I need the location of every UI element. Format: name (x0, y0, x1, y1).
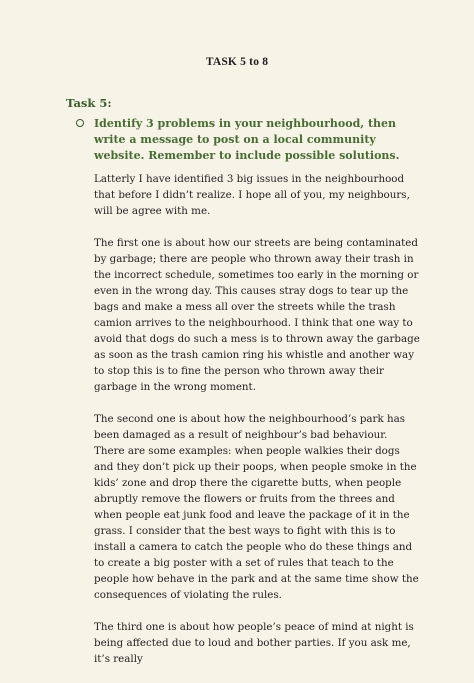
paragraph-third-issue: The third one is about how people’s peace of mind at night is being affected due to loud and bother parties. If you ask me, it’s really (94, 621, 414, 665)
hollow-circle-bullet-icon (76, 119, 84, 127)
paragraph-intro: Latterly I have identified 3 big issues in the neighbourhood that before I didn’t realize. I hope all of you, my neighbours, will be agree with me. (94, 173, 410, 217)
paragraph-first-issue: The first one is about how our streets are being contaminated by garbage; there are people who thrown away their trash in the incorrect schedule, sometimes too early in the morning or even in the wrong day. This causes stray dogs to tear up the bags and make a mess all over the streets while the trash camion arrives to the neighbourhood. I think that one way to avoid that dogs do such a mess is to thrown away the garbage as soon as the trash camion ring his whistle and another way to stop this is to fine the person who thrown away their garbage in the wrong moment. (94, 237, 420, 393)
document-title: TASK 5 to 8 (205, 56, 269, 68)
task-prompt: Identify 3 problems in your neighbourhood, then write a message to post on a local community website. Remember to include possible solutions. (94, 117, 400, 162)
paragraph-second-issue: The second one is about how the neighbourhood’s park has been damaged as a result of neighbour’s bad behaviour. There are some examples: when people walkies their dogs and they don’t pick up their poops, when people smoke in the kids’ zone and drop there the cigarette butts, when people abruptly remove the flowers or fruits from the threes and when people eat junk food and leave the package of it in the grass. I consider that the best ways to fight with this is to install a camera to catch the people who do these things and to create a big poster with a set of rules that teach to the people how behave in the park and at the same time show the consequences of violating the rules. (94, 413, 419, 601)
prompt-list-item (76, 116, 416, 164)
task-heading: Task 5: (66, 96, 112, 110)
essay-body (94, 171, 420, 683)
